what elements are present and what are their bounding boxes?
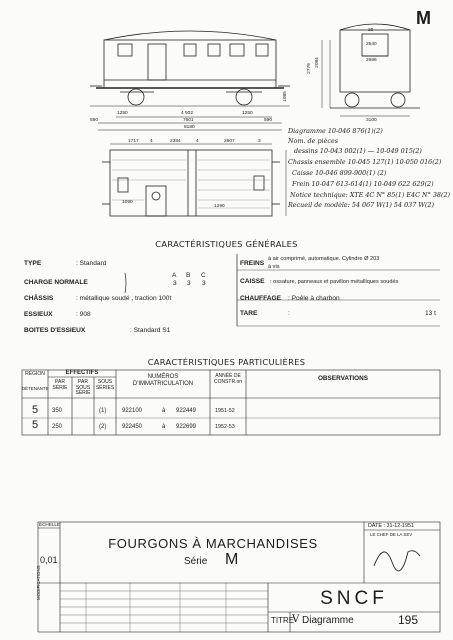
boites-value: : Standard S1	[130, 327, 171, 334]
particular-title: CARACTÉRISTIQUES PARTICULIÈRES	[147, 357, 306, 367]
chauffage-label: CHAUFFAGE	[240, 295, 282, 302]
diagramme-label: Diagramme	[302, 615, 354, 626]
header-observations: OBSERVATIONS	[317, 375, 369, 382]
charge-label: CHARGE NORMALE	[24, 279, 88, 286]
row-annee: 1951-52	[215, 408, 235, 414]
dim-plan: 4	[196, 139, 199, 144]
serie-label: Série	[184, 556, 208, 567]
header-detenante: DÉTENANTE	[22, 386, 49, 391]
type-value: : Standard	[76, 260, 107, 267]
dim-side: 590	[264, 118, 273, 123]
dim-plan: 2607	[224, 139, 235, 144]
dim-side: 7601	[183, 118, 194, 123]
header-region: RÉGION	[25, 371, 45, 377]
dim-side: 1250	[117, 111, 128, 116]
type-label: TYPE	[24, 260, 42, 267]
charge-value: 3	[173, 280, 177, 287]
dim-height: 2084	[314, 57, 320, 68]
dim-height: 2779	[306, 63, 312, 74]
boites-label: BOITES D'ESSIEUX	[24, 327, 86, 334]
row-from: 922450	[122, 424, 143, 430]
freins-label: FREINS	[240, 260, 265, 267]
dim-plan: 1717	[128, 139, 139, 144]
freins-value-2: à vis	[268, 264, 280, 270]
dim-plan: 3	[258, 139, 261, 144]
reference-line: Chassis ensemble 10-045 127(1) 10-050 016(2)	[288, 158, 442, 166]
dim-side: 8180	[184, 125, 195, 130]
header-effectifs: EFFECTIFS	[65, 370, 99, 376]
charge-letter: C	[201, 272, 206, 279]
row-serie: 350	[52, 408, 63, 414]
dim-plan: 1290	[214, 204, 225, 209]
row-serie: 250	[52, 424, 63, 430]
reference-line: Frein 10-047 613-614(1) 10-049 622 629(2)	[292, 180, 434, 188]
header-sous-series: SOUS SÉRIES	[95, 379, 115, 391]
header-par-serie: PAR SÉRIE	[52, 379, 68, 391]
header-numeros: NUMÉROS D'IMMATRICULATION	[132, 374, 194, 387]
row-sous: (1)	[99, 408, 107, 414]
dim-end: 2540	[366, 42, 377, 47]
header-par-sous-serie: PAR SOUS SÉRIE	[75, 379, 91, 397]
reference-line: Caisse 10-046 899-900(1) (2)	[292, 169, 387, 177]
serie-value: M	[225, 551, 239, 568]
freins-value: à air comprimé, automatique. Cylindre Ø 203	[268, 256, 380, 262]
chassis-value: : métallique soudé , traction 100t	[76, 295, 172, 302]
tare-colon: :	[288, 310, 290, 317]
dim-side: 590	[90, 118, 99, 123]
caisse-value: : ossature, panneaux et pavillon métalliques soudés	[270, 279, 399, 285]
tare-label: TARE	[240, 310, 258, 317]
dim-height: 1085	[282, 91, 288, 102]
charge-value: 3	[202, 280, 206, 287]
cartouche-title: FOURGONS À MARCHANDISES	[108, 536, 318, 551]
chauffage-value: : Poêle à charbon	[288, 295, 340, 302]
dim-end: 20	[368, 28, 374, 33]
dim-end: 2686	[366, 58, 377, 63]
dim-plan: 4	[150, 139, 153, 144]
dim-plan: 1090	[122, 200, 133, 205]
row-sous: (2)	[99, 424, 107, 430]
charge-letter: A	[172, 272, 177, 279]
tare-value: 13 t	[425, 310, 436, 317]
charge-value: 3	[187, 280, 191, 287]
echelle-value: 0,01	[40, 555, 58, 565]
row-a: à	[162, 424, 166, 430]
general-title: CARACTÉRISTIQUES GÉNÉRALES	[155, 239, 298, 249]
date: DATE : 31-12-1951	[368, 523, 415, 529]
row-region: 5	[32, 419, 39, 431]
caisse-label: CAISSE	[240, 278, 265, 285]
company: SNCF	[320, 588, 388, 609]
reference-line: Recueil de modèle: 54 067 W(1) 54 037 W(2)	[288, 201, 434, 209]
row-a: à	[162, 408, 166, 414]
dim-side: 1250	[242, 111, 253, 116]
essieux-value: : 908	[76, 311, 91, 318]
dim-side: 4 502	[181, 111, 194, 116]
echelle-label: ÉCHELLE	[39, 522, 60, 527]
header-annee: ANNÉE DE CONSTR.on	[213, 373, 243, 385]
essieux-label: ESSIEUX	[24, 311, 53, 318]
chassis-label: CHÂSSIS	[24, 295, 54, 302]
row-to: 922449	[176, 408, 197, 414]
dim-end: 3100	[366, 118, 377, 123]
row-to: 922699	[176, 424, 197, 430]
series-letter: M	[416, 8, 431, 28]
titre-number: V	[292, 614, 300, 625]
reference-line: Nom. de pièces	[288, 137, 339, 145]
row-annee: 1952-53	[215, 424, 235, 430]
diagramme-number: 195	[398, 613, 419, 627]
row-from: 922100	[122, 408, 143, 414]
reference-line: Diagramme 10-046 876(1)(2)	[288, 127, 383, 135]
modifications-label: MODIFICATIONS	[36, 565, 41, 600]
row-region: 5	[32, 404, 39, 416]
reference-line: dessins 10-043 002(1) — 10-049 015(2)	[294, 147, 422, 155]
charge-letter: B	[186, 272, 191, 279]
reference-line: Notice technique: XTE 4C N° 85(1) E4C N° 38(2)	[290, 191, 451, 199]
titre-label: TITRE	[271, 616, 295, 625]
chef-label: LE CHEF DE LA SEV	[370, 532, 413, 537]
dim-plan: 2384	[170, 139, 181, 144]
